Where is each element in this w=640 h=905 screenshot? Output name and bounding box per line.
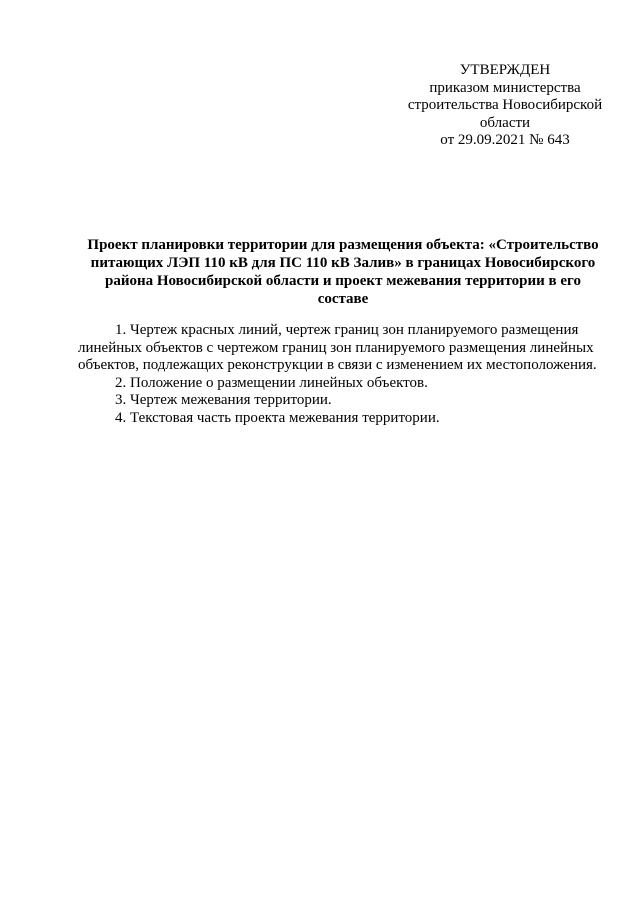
contents-item-2: 2. Положение о размещении линейных объектов. (115, 374, 428, 391)
approval-ministry-line: строительства Новосибирской (407, 97, 603, 113)
approval-date-number: от 29.09.2021 № 643 (440, 132, 570, 148)
title-line-1: Проект планировки территории для размещения объекта: «Строительство (87, 237, 599, 253)
approval-stamp (390, 62, 620, 150)
contents-item-1-line-3: объектов, подлежащих реконструкции в связи с изменением их местоположения. (78, 357, 597, 373)
title-line-4: составе (317, 291, 369, 307)
title-line-3: района Новосибирской области и проект межевания территории в его (104, 273, 581, 289)
approval-heading: УТВЕРЖДЕН (459, 62, 551, 78)
document-title (78, 236, 608, 308)
contents-item-1-line-1: 1. Чертеж красных линий, чертеж границ зон планируемого размещения (115, 322, 579, 338)
contents-list (78, 322, 608, 427)
contents-item-3: 3. Чертеж межевания территории. (115, 392, 332, 408)
approval-order-line: приказом министерства (429, 79, 581, 96)
approval-region-line: области (479, 114, 531, 131)
title-line-2: питающих ЛЭП 110 кВ для ПС 110 кВ Залив» в границах Новосибирского (90, 255, 596, 271)
contents-item-4: 4. Текстовая часть проекта межевания территории. (115, 409, 440, 426)
contents-item-1-line-2: линейных объектов с чертежом границ зон планируемого размещения линейных (78, 339, 594, 356)
